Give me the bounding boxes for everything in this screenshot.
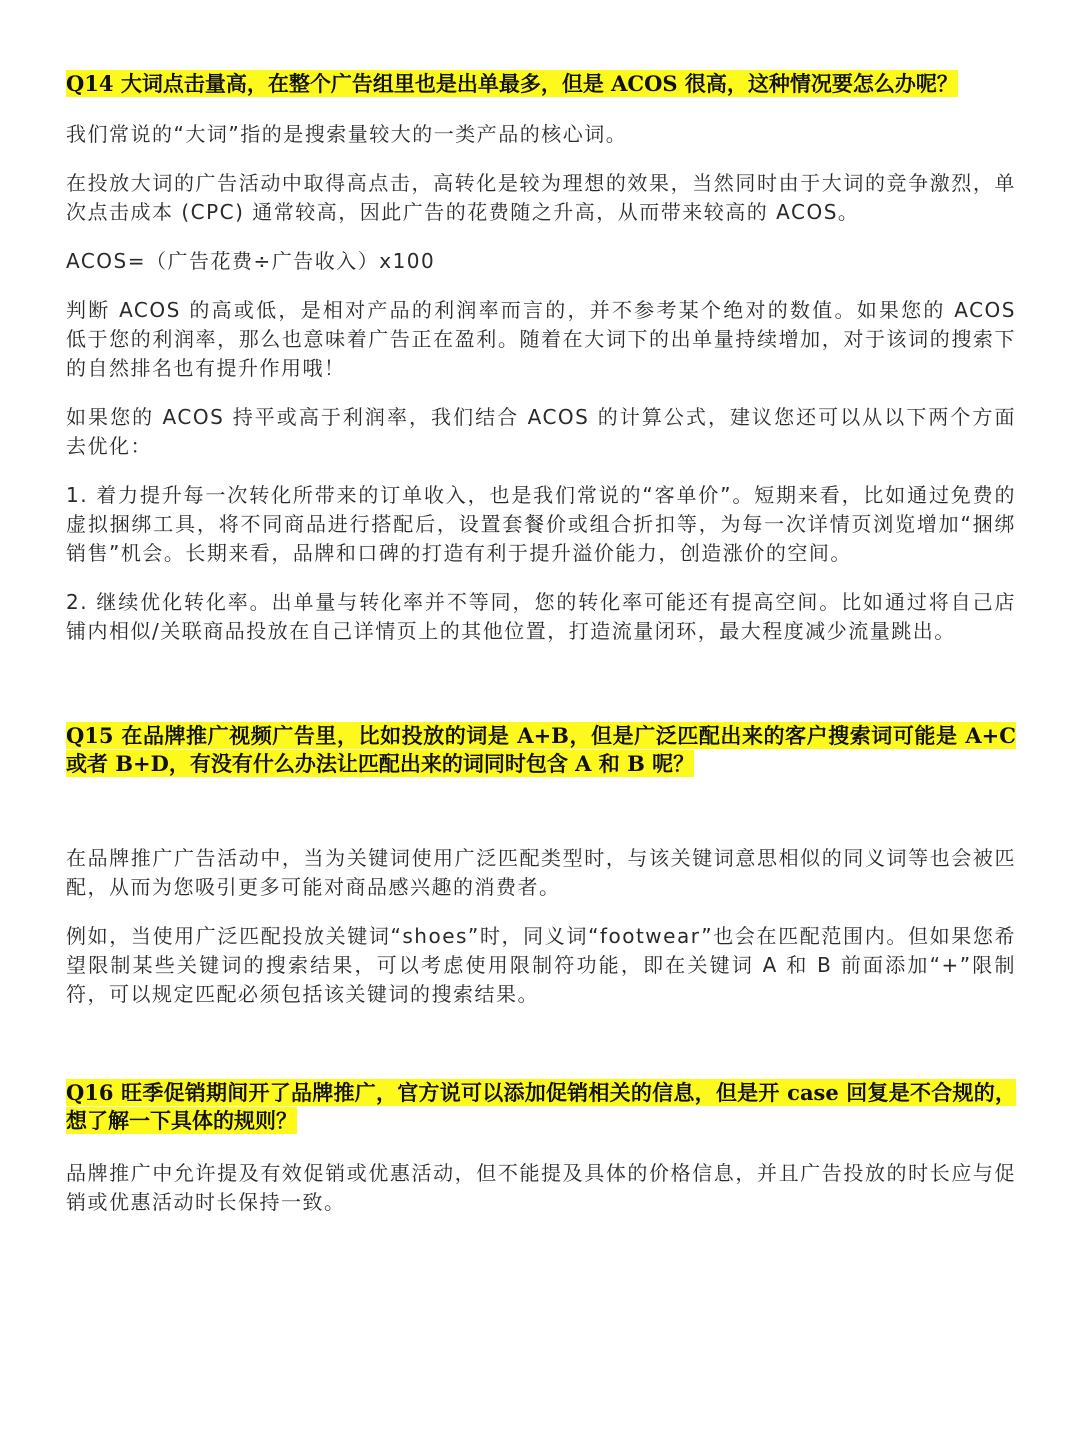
question-q15-text: Q15 在品牌推广视频广告里，比如投放的词是 A+B，但是广泛匹配出来的客户搜索词可能是 A+C 或者 B+D，有没有什么办法让匹配出来的词同时包含 A 和 B 呢？: [66, 723, 1016, 776]
question-q16-text: Q16 旺季促销期间开了品牌推广，官方说可以添加促销相关的信息，但是开 case 回复是不合规的，想了解一下具体的规则？: [66, 1080, 1016, 1133]
question-q14: [66, 70, 1016, 98]
document-page: [66, 70, 1016, 1217]
answer-q15-p2: 例如，当使用广泛匹配投放关键词“shoes”时，同义词“footwear”也会在匹配范围内。但如果您希望限制某些关键词的搜索结果，可以考虑使用限制符功能，即在关键词 A 和 B 前面添加“+”限制符，可以规定匹配必须包括该关键词的搜索结果。: [66, 924, 1016, 1006]
question-q15: [66, 722, 1016, 778]
question-q14-text: Q14 大词点击量高，在整个广告组里也是出单最多，但是 ACOS 很高，这种情况要怎么办呢？: [66, 71, 958, 96]
question-q16: [66, 1079, 1016, 1135]
answer-q14-p4: 如果您的 ACOS 持平或高于利润率，我们结合 ACOS 的计算公式，建议您还可以从以下两个方面去优化：: [66, 405, 1016, 458]
answer-q14-item-1: 1. 着力提升每一次转化所带来的订单收入，也是我们常说的“客单价”。短期来看，比如通过免费的虚拟捆绑工具，将不同商品进行搭配后，设置套餐价或组合折扣等，为每一次详情页浏览增加“捆绑销售”机会。长期来看，品牌和口碑的打造有利于提升溢价能力，创造涨价的空间。: [66, 483, 1016, 565]
answer-q14-p2: 在投放大词的广告活动中取得高点击，高转化是较为理想的效果，当然同时由于大词的竞争激烈，单次点击成本 (CPC) 通常较高，因此广告的花费随之升高，从而带来较高的 ACOS。: [66, 171, 1016, 224]
answer-q14-item-2: 2. 继续优化转化率。出单量与转化率并不等同，您的转化率可能还有提高空间。比如通过将自己店铺内相似/关联商品投放在自己详情页上的其他位置，打造流量闭环，最大程度减少流量跳出。: [66, 590, 1016, 643]
answer-q14-p1: 我们常说的“大词”指的是搜索量较大的一类产品的核心词。: [66, 122, 628, 146]
answer-q14-p3: 判断 ACOS 的高或低，是相对产品的利润率而言的，并不参考某个绝对的数值。如果您的 ACOS 低于您的利润率，那么也意味着广告正在盈利。随着在大词下的出单量持续增加，对于该词的搜索下的自然排名也有提升作用哦！: [66, 298, 1016, 380]
answer-q14-formula: ACOS=（广告花费÷广告收入）x100: [66, 249, 436, 273]
answer-q16-p1: 品牌推广中允许提及有效促销或优惠活动，但不能提及具体的价格信息，并且广告投放的时长应与促销或优惠活动时长保持一致。: [66, 1161, 1016, 1214]
answer-q15-p1: 在品牌推广广告活动中，当为关键词使用广泛匹配类型时，与该关键词意思相似的同义词等也会被匹配，从而为您吸引更多可能对商品感兴趣的消费者。: [66, 846, 1016, 899]
